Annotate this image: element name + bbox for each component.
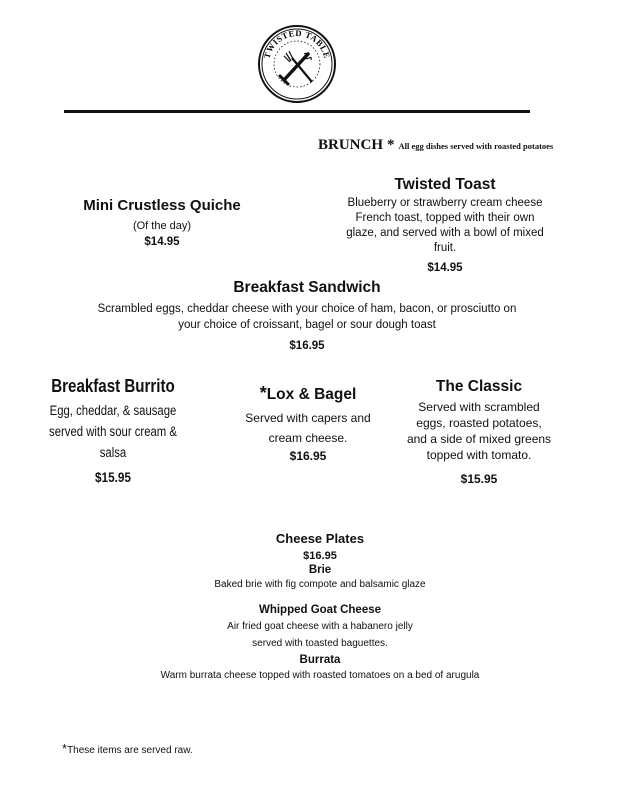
- header-asterisk: *: [387, 137, 395, 153]
- header-divider: [64, 110, 530, 113]
- item-price: $15.95: [460, 472, 498, 486]
- goat-cheese-name: Whipped Goat Cheese: [258, 604, 382, 616]
- egg-dish-note: All egg dishes served with roasted potatoes: [398, 141, 554, 151]
- item-name: Breakfast Sandwich: [233, 279, 381, 296]
- item-name: Twisted Toast: [394, 176, 496, 193]
- menu-item-breakfast-sandwich: [64, 279, 550, 352]
- menu-item-twisted-toast: [330, 176, 560, 273]
- twisted-table-logo: [254, 24, 340, 104]
- burrata-name: Burrata: [299, 654, 341, 666]
- burrata-description: Warm burrata cheese topped with roasted tomatoes on a bed of arugula: [160, 670, 480, 681]
- footnote-asterisk: *: [62, 741, 68, 756]
- footnote-text: These items are served raw.: [67, 745, 193, 756]
- menu-item-breakfast-burrito: [28, 376, 198, 485]
- brie-description: Baked brie with fig compote and balsamic glaze: [214, 579, 426, 590]
- section-title: BRUNCH: [318, 137, 384, 153]
- item-price: $16.95: [289, 340, 325, 352]
- item-price: $14.95: [144, 236, 180, 248]
- menu-item-the-classic: [394, 378, 564, 486]
- brie-name: Brie: [308, 564, 332, 576]
- cheese-plates-title: Cheese Plates: [275, 531, 365, 546]
- item-description: (Of the day): [132, 220, 192, 232]
- item-name: Lox & Bagel: [266, 386, 357, 403]
- svg-text:TWISTED TABLE: TWISTED TABLE: [261, 27, 333, 60]
- item-description: Scrambled eggs, cheddar cheese with your choice of ham, bacon, or prosciutto on your choice of croissant, bagel or sour dough toast: [97, 303, 517, 331]
- item-description: Blueberry or strawberry cream cheese French toast, topped with their own glaze, and served with a bowl of mixed fruit.: [346, 197, 544, 254]
- brunch-header: [318, 136, 608, 154]
- raw-asterisk: *: [259, 383, 267, 403]
- item-description: Served with capers and cream cheese.: [245, 411, 371, 445]
- item-name: Breakfast Burrito: [51, 376, 175, 396]
- raw-items-footnote: [62, 741, 193, 756]
- goat-cheese-description: Air fried goat cheese with a habanero jelly served with toasted baguettes.: [227, 621, 413, 649]
- item-price: $14.95: [427, 262, 463, 273]
- item-description: Egg, cheddar, & sausage served with sour cream & salsa: [49, 403, 177, 460]
- cheese-plates-section: [120, 531, 520, 681]
- item-name: Mini Crustless Quiche: [83, 197, 241, 214]
- item-price: $15.95: [95, 469, 131, 485]
- item-name: The Classic: [435, 378, 523, 395]
- item-price: $16.95: [289, 449, 327, 463]
- menu-item-lox-bagel: [228, 383, 388, 463]
- item-description: Served with scrambled eggs, roasted potatoes, and a side of mixed greens topped with tomato.: [406, 400, 552, 462]
- menu-item-quiche: [62, 197, 262, 248]
- cheese-plates-price: $16.95: [303, 550, 337, 562]
